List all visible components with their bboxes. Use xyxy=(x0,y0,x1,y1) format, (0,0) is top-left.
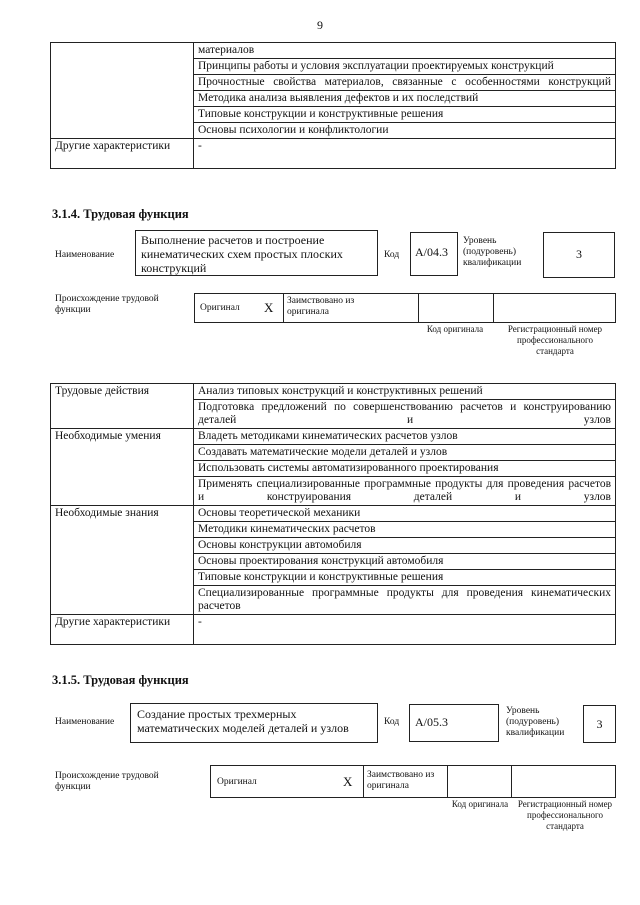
level-value: 3 xyxy=(576,247,582,261)
knowledge-row: Методики кинематических расчетов xyxy=(194,522,616,538)
divider xyxy=(363,765,364,798)
skill-row: Создавать математические модели деталей и узлов xyxy=(194,445,616,461)
section-heading-314: 3.1.4. Трудовая функция xyxy=(52,207,189,221)
divider xyxy=(511,765,512,798)
name-label: Наименование xyxy=(55,250,115,260)
level-box xyxy=(543,232,615,278)
section-heading-315: 3.1.5. Трудовая функция xyxy=(52,673,189,687)
level-value: 3 xyxy=(596,717,603,731)
code-original-label: Код оригинала xyxy=(426,324,484,334)
skill-row: Использовать системы автоматизированного проектирования xyxy=(194,461,616,477)
knowledge-row: Специализированные программные продукты для проведения кинематических расчетов xyxy=(194,586,616,615)
function-name-box xyxy=(135,230,378,276)
borrowed-label: Заимствовано из оригинала xyxy=(287,296,355,317)
code-value: A/04.3 xyxy=(415,245,448,259)
original-mark: X xyxy=(343,774,353,789)
code-box xyxy=(410,232,458,276)
origin-label: Происхождение трудовой функции xyxy=(55,294,159,315)
function-name: Выполнение расчетов и построение кинематических схем простых плоских конструкций xyxy=(141,233,343,275)
reg-number-label: Регистрационный номер профессионального стандарта xyxy=(507,324,603,356)
skill-row: Применять специализированные программные продукты для проведения расчетов и конструирования деталей и узлов xyxy=(194,477,616,506)
knowledge-row: Прочностные свойства материалов, связанные с особенностями конструкций xyxy=(194,75,616,91)
original-label: Оригинал xyxy=(200,303,240,313)
other-characteristics-label: Другие характеристики xyxy=(51,615,194,645)
knowledge-row: Принципы работы и условия эксплуатации проектируемых конструкций xyxy=(194,59,616,75)
knowledge-row: Основы теоретической механики xyxy=(194,506,616,522)
code-value: A/05.3 xyxy=(415,715,448,729)
divider xyxy=(447,765,448,798)
skill-row: Владеть методиками кинематических расчетов узлов xyxy=(194,429,616,445)
borrowed-label: Заимствовано из оригинала xyxy=(367,770,435,791)
name-label: Наименование xyxy=(55,717,115,727)
knowledge-row: Типовые конструкции и конструктивные решения xyxy=(194,107,616,123)
divider xyxy=(283,293,284,323)
knowledge-row: Основы проектирования конструкций автомобиля xyxy=(194,554,616,570)
function-314-table xyxy=(50,383,616,645)
code-label: Код xyxy=(384,250,400,260)
knowledge-row: Основы психологии и конфликтологии xyxy=(194,123,616,139)
actions-label: Трудовые действия xyxy=(51,384,194,429)
level-box xyxy=(583,705,616,743)
skills-label: Необходимые умения xyxy=(51,429,194,506)
original-label: Оригинал xyxy=(217,777,257,787)
action-row: Подготовка предложений по совершенствованию расчетов и конструированию деталей и узлов xyxy=(194,400,616,429)
other-characteristics-value: - xyxy=(194,139,616,169)
level-label: Уровень (подуровень) квалификации xyxy=(463,236,522,268)
function-name-box xyxy=(130,703,378,743)
empty-label-cell xyxy=(51,43,194,139)
origin-label: Происхождение трудовой функции xyxy=(55,771,159,792)
reg-number-label: Регистрационный номер профессионального стандарта xyxy=(517,799,613,831)
original-mark: X xyxy=(264,300,274,315)
level-label: Уровень (подуровень) квалификации xyxy=(506,706,565,738)
other-characteristics-label: Другие характеристики xyxy=(51,139,194,169)
top-knowledge-table xyxy=(50,42,616,169)
knowledge-row: материалов xyxy=(194,43,616,59)
page-number: 9 xyxy=(317,18,323,32)
origin-strip xyxy=(194,293,616,323)
divider xyxy=(493,293,494,323)
knowledge-row: Типовые конструкции и конструктивные решения xyxy=(194,570,616,586)
action-row: Анализ типовых конструкций и конструктивных решений xyxy=(194,384,616,400)
knowledge-row: Методика анализа выявления дефектов и их последствий xyxy=(194,91,616,107)
code-label: Код xyxy=(384,717,400,727)
divider xyxy=(418,293,419,323)
knowledge-row: Основы конструкции автомобиля xyxy=(194,538,616,554)
code-original-label: Код оригинала xyxy=(451,799,509,809)
knowledge-label: Необходимые знания xyxy=(51,506,194,615)
other-characteristics-value: - xyxy=(194,615,616,645)
function-name: Создание простых трехмерных математических моделей деталей и узлов xyxy=(137,707,349,735)
code-box xyxy=(409,704,499,742)
